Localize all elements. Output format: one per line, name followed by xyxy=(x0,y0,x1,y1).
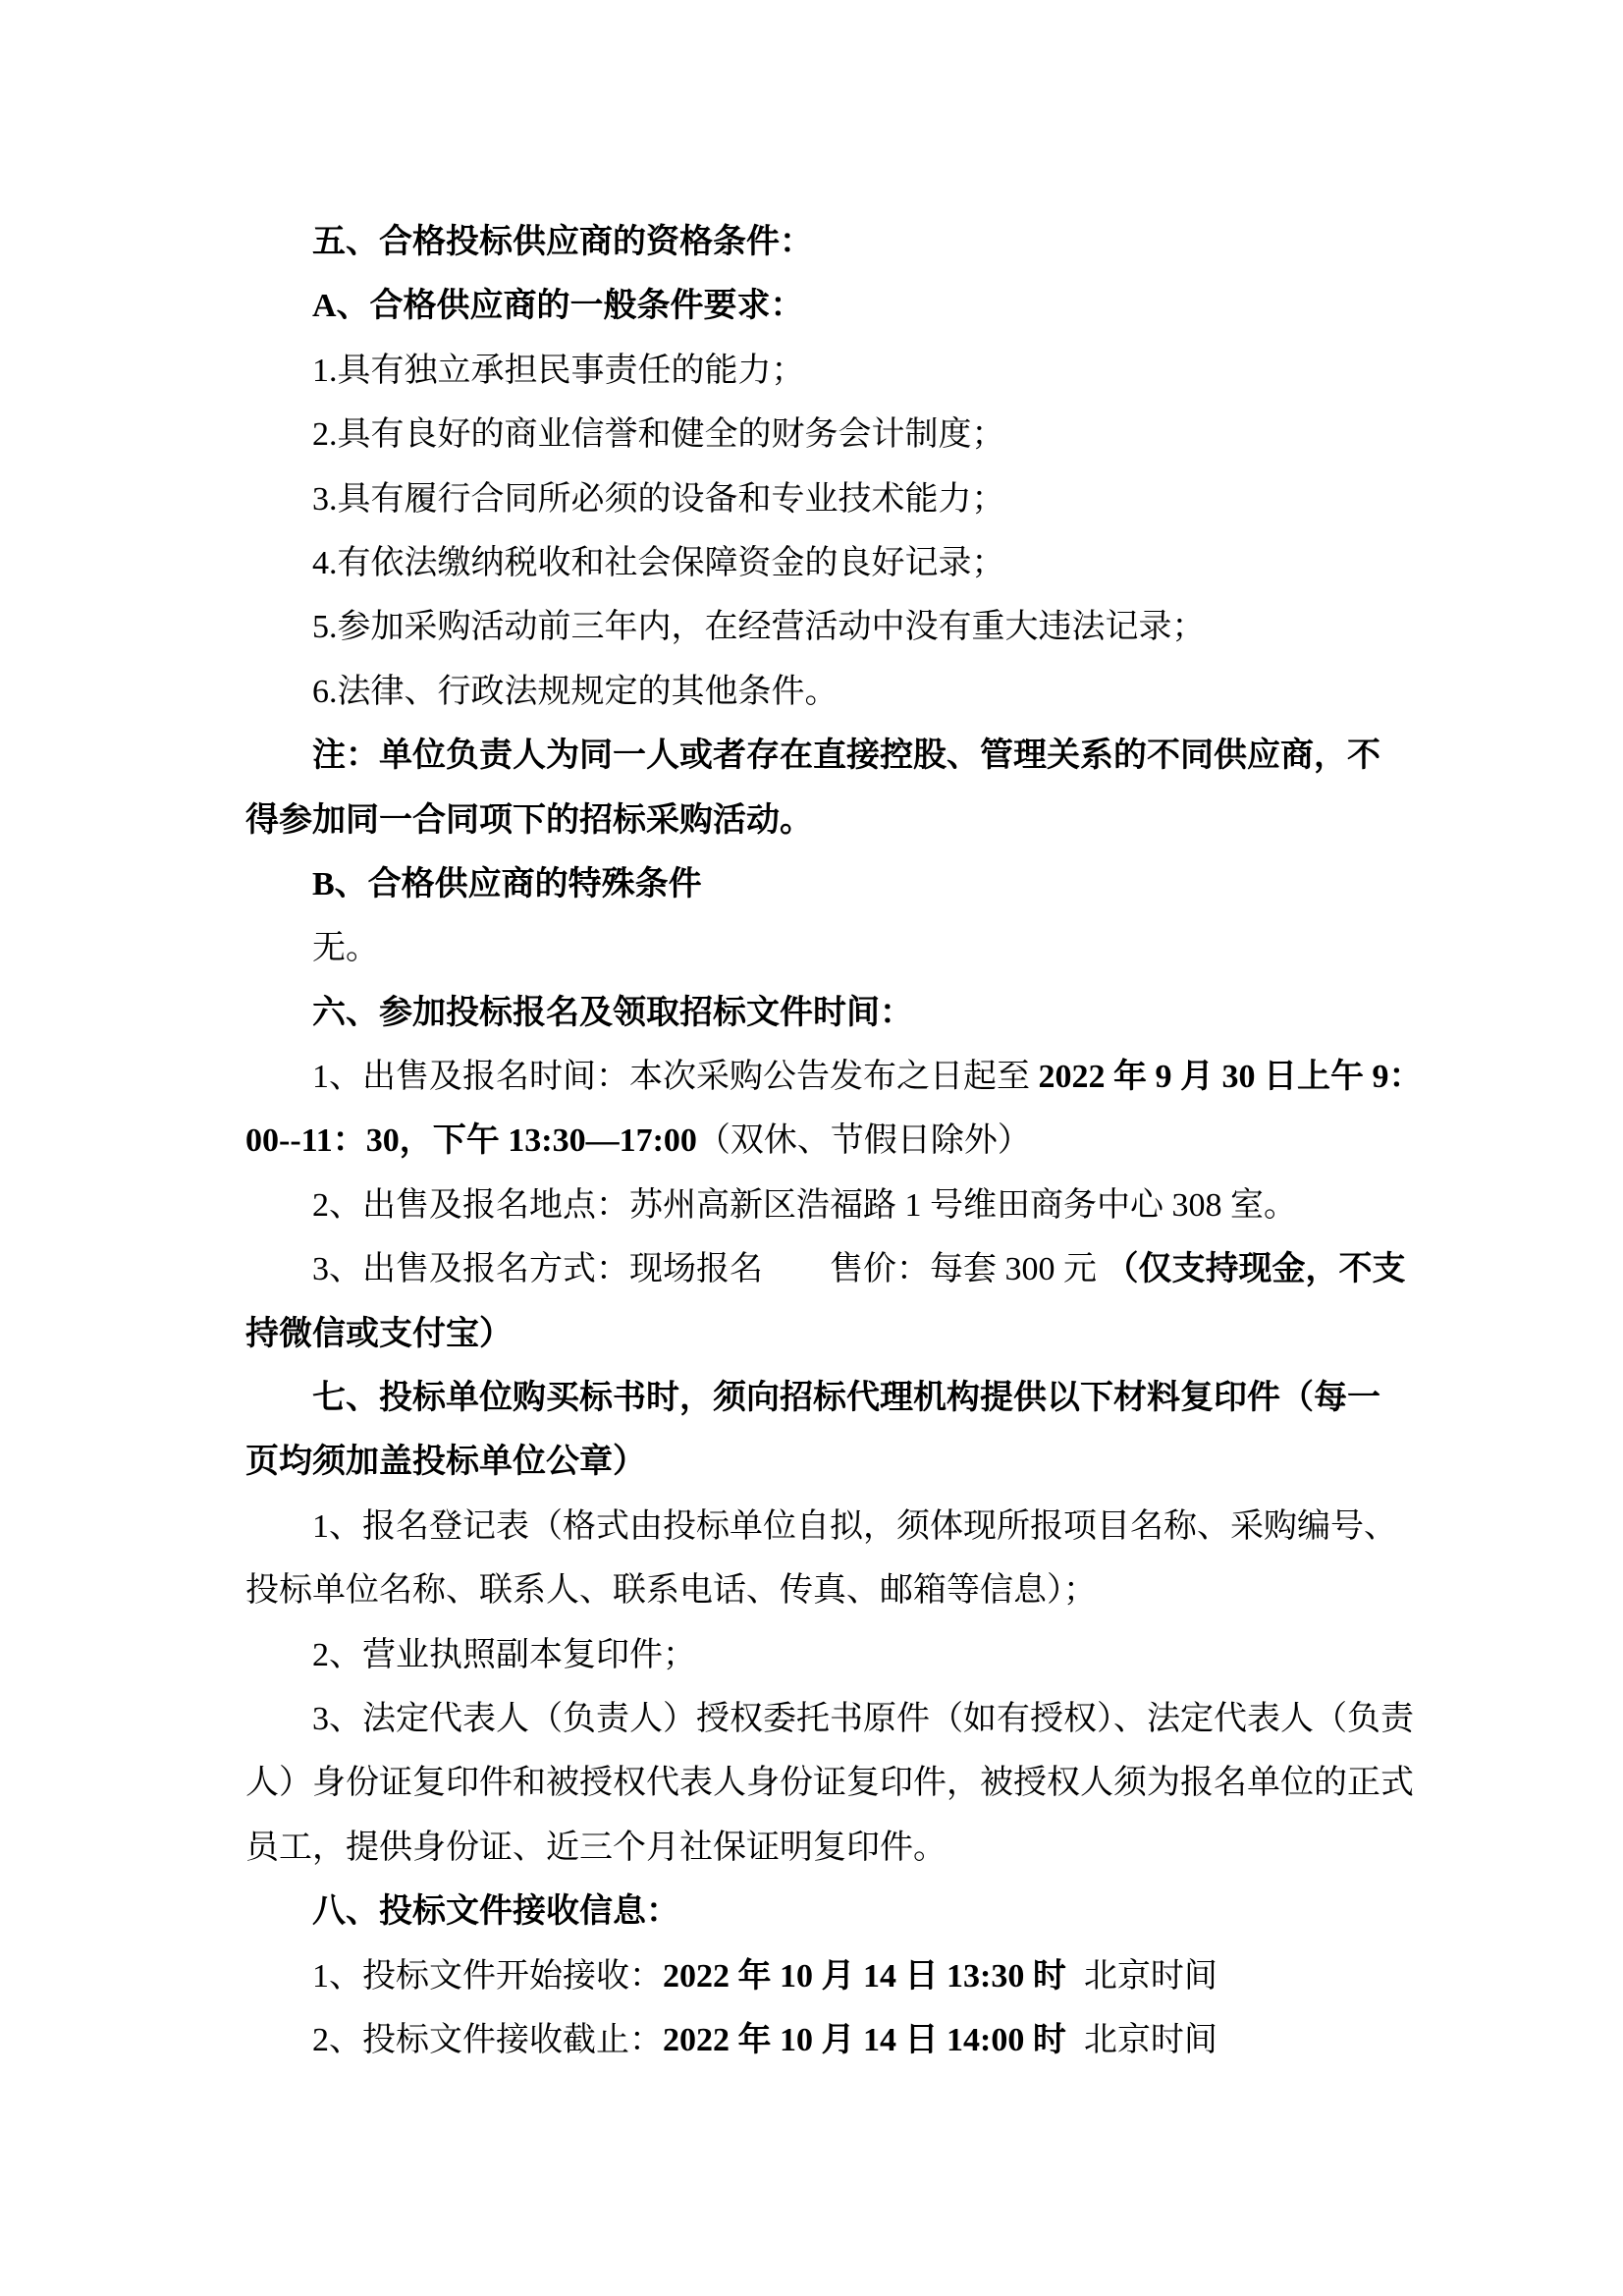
section8-item2 xyxy=(245,2008,1384,2072)
section8-item2-timezone: 北京时间 xyxy=(1083,2021,1217,2058)
section6-item2: 2、出售及报名地点：苏州高新区浩福路 1 号维田商务中心 308 室。 xyxy=(312,1186,1297,1224)
section7-item3-line1: 3、法定代表人（负责人）授权委托书原件（如有授权）、法定代表人（负责 xyxy=(312,1700,1414,1737)
section5a-item-6: 6.法律、行政法规规定的其他条件。 xyxy=(312,673,839,710)
section7-item1-line1: 1、报名登记表（格式由投标单位自拟，须体现所报项目名称、采购编号、 xyxy=(312,1507,1397,1545)
section6-item1-line1 xyxy=(245,1045,1423,1109)
section7-heading-line2: 页均须加盖投标单位公章） xyxy=(245,1444,646,1481)
section6-item1-suffix: （双休、节假日除外） xyxy=(696,1122,1031,1160)
section8-item2-label: 2、投标文件接收截止： xyxy=(312,2021,663,2058)
section5a-item-2: 2.具有良好的商业信誉和健全的财务会计制度； xyxy=(312,416,1005,454)
section8-item1-label: 1、投标文件开始接收： xyxy=(312,1957,663,1995)
section6-item1-hours: 00--11：30，下午 13:30—17:00 xyxy=(245,1122,697,1160)
section5-heading: 五、合格投标供应商的资格条件： xyxy=(312,224,813,260)
section5-note-line2: 得参加同一合同项下的招标采购活动。 xyxy=(245,801,813,839)
section6-item3-line1 xyxy=(245,1237,1406,1301)
section6-item3-payment-note-part1: （仅支持现金，不支 xyxy=(1105,1251,1406,1288)
section7-heading-line1: 七、投标单位购买标书时，须向招标代理机构提供以下材料复印件（每一 xyxy=(312,1380,1380,1417)
document-content xyxy=(245,210,1423,2072)
section5a-heading: A、合格供应商的一般条件要求： xyxy=(312,288,804,325)
section8-item1-timezone: 北京时间 xyxy=(1083,1957,1217,1995)
section7-item3-line2: 人）身份证复印件和被授权代表人身份证复印件，被授权人须为报名单位的正式 xyxy=(245,1765,1414,1802)
section6-item3-prefix: 3、出售及报名方式：现场报名 售价：每套 300 元 xyxy=(312,1251,1106,1288)
section8-item1 xyxy=(245,1944,1384,2008)
section8-item1-datetime: 2022 年 10 月 14 日 13:30 时 xyxy=(663,1957,1066,1995)
section5b-heading: B、合格供应商的特殊条件 xyxy=(312,865,702,902)
section7-item3-line3: 员工，提供身份证、近三个月社保证明复印件。 xyxy=(245,1829,947,1866)
section5a-item-1: 1.具有独立承担民事责任的能力； xyxy=(312,352,805,389)
section5a-item-3: 3.具有履行合同所必须的设备和专业技术能力； xyxy=(312,480,1005,518)
section5a-item-4: 4.有依法缴纳税收和社会保障资金的良好记录； xyxy=(312,544,1005,581)
section6-item3-line2: 持微信或支付宝） xyxy=(245,1315,513,1352)
section6-item1-date-time: 2022 年 9 月 30 日上午 9： xyxy=(1038,1059,1423,1096)
section5-note-line1: 注：单位负责人为同一人或者存在直接控股、管理关系的不同供应商，不 xyxy=(312,738,1380,775)
section6-item1-line2 xyxy=(245,1109,1384,1173)
section6-item1-prefix: 1、出售及报名时间：本次采购公告发布之日起至 xyxy=(312,1059,1039,1096)
section8-heading: 八、投标文件接收信息： xyxy=(312,1893,679,1931)
section7-item1-line2: 投标单位名称、联系人、联系电话、传真、邮箱等信息）； xyxy=(245,1572,1097,1610)
section6-heading: 六、参加投标报名及领取招标文件时间： xyxy=(312,994,913,1031)
section8-item2-datetime: 2022 年 10 月 14 日 14:00 时 xyxy=(663,2021,1066,2058)
section5b-content: 无。 xyxy=(312,930,379,967)
section5a-item-5: 5.参加采购活动前三年内，在经营活动中没有重大违法记录； xyxy=(312,609,1206,646)
section7-item2: 2、营业执照副本复印件； xyxy=(312,1636,696,1673)
